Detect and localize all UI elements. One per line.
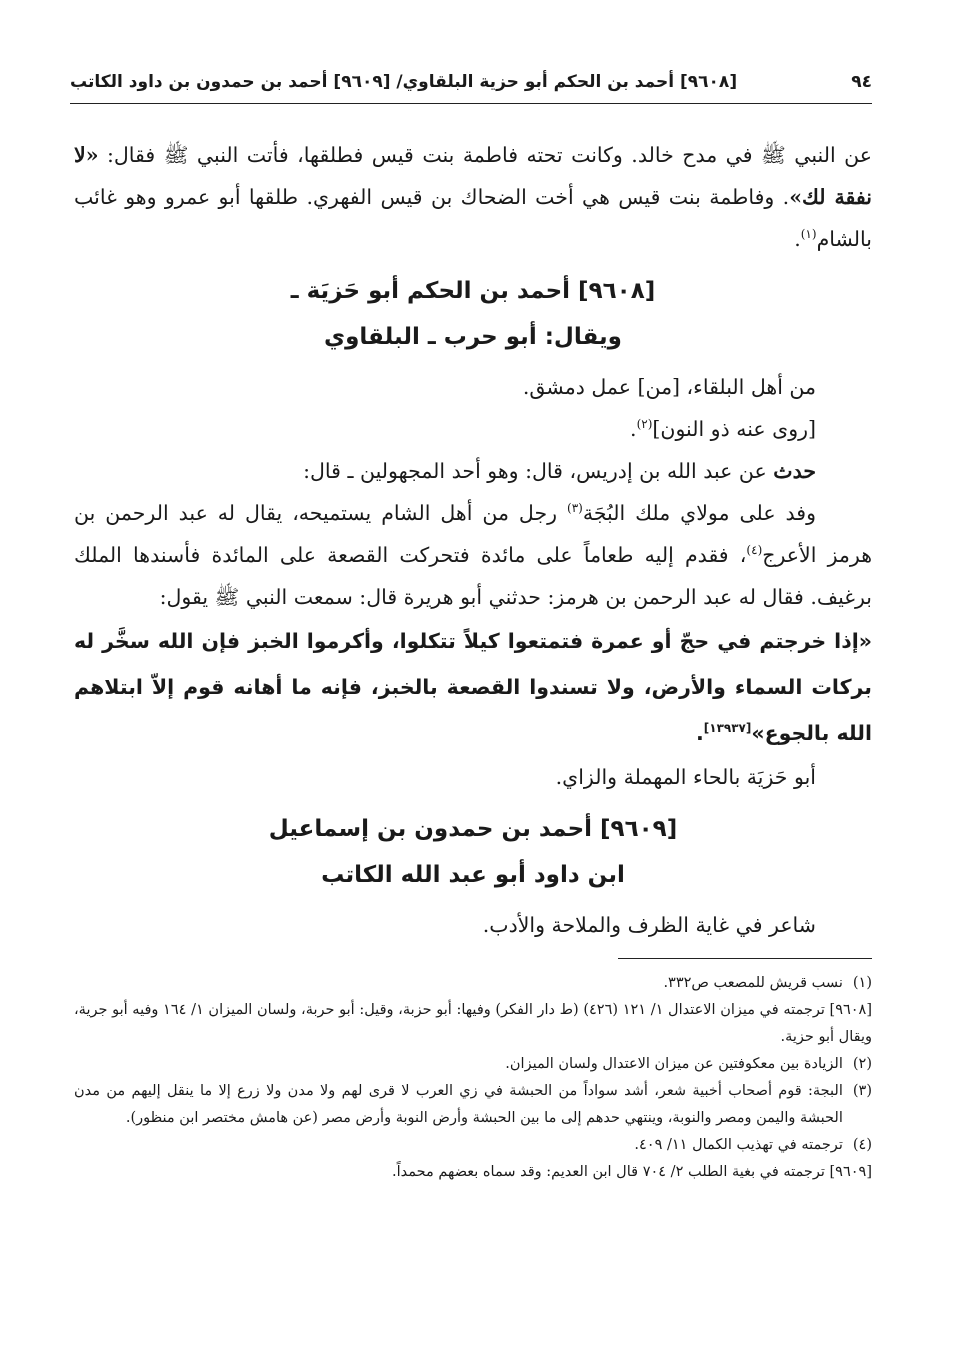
entry-9608-title-line-2: ويقال: أبو حرب ـ البلقاوي [324, 324, 622, 350]
entry-9609-description: شاعر في غاية الظرف والملاحة والأدب. [482, 913, 816, 937]
entry-9609-title [74, 806, 872, 898]
running-title: [٩٦٠٨] أحمد بن الحكم أبو حزية البلقاوي/ [٩٦٠٩] أحمد بن حمدون بن داود الكاتب [70, 72, 738, 92]
footnote-ref-3: (٣) [567, 501, 583, 516]
footnote-2 [74, 1051, 872, 1078]
footnote-2-text: الزيادة بين معكوفتين عن ميزان الاعتدال ولسان الميزان. [505, 1056, 843, 1072]
footnote-ref-4: (٤) [746, 543, 763, 558]
narrated-end: . [630, 417, 637, 441]
intro-line-2: . وفاطمة بنت قيس هي أخت الضحاك بن قيس الفهري. طلقها أبو عمرو وهو [125, 185, 790, 209]
entry-9608-story [74, 492, 872, 618]
footnote-4 [74, 1132, 872, 1159]
isnad-text: عن عبد الله بن إدريس، قال: وهو أحد المجهولين ـ قال: [303, 459, 774, 483]
footnote-4-text: ترجمته في تهذيب الكمال ١١/ ٤٠٩. [634, 1137, 843, 1153]
footnote-1-number: (١) [852, 975, 872, 991]
entry-9609-title-line-1: [٩٦٠٩] أحمد بن حمدون بن إسماعيل [268, 816, 678, 842]
footnote-divider [618, 958, 872, 959]
page-header [70, 66, 872, 98]
intro-line-1: عن النبي ﷺ في مدح خالد. وكانت تحته فاطمة بنت قيس فطلقها، فأتت النبي ﷺ فقال: [107, 143, 872, 167]
footnote-9609: [٩٦٠٩] ترجمته في بغية الطلب ٢/ ٧٠٤ قال ابن العديم: وقد سماه بعضهم محمداً. [392, 1164, 872, 1180]
footnote-9608: [٩٦٠٨] ترجمته في ميزان الاعتدال ١/ ١٢١ (٤٢٦) (ط دار الفكر) وفيها: أبو حزبة، وقيل: أبو حربة، ولسان الميزان ١/ ١٦٤ وفيه أبو جرية، ويقال أبو حزية. [74, 1002, 873, 1045]
footnote-4-number: (٤) [852, 1137, 872, 1153]
footnote-3 [74, 1078, 872, 1132]
hadith-text: «إذا خرجتم في حجّ أو عمرة فتمتعوا كيلاً تتكلوا، وأكرموا الخبز فإن الله سخَّر له بركات السماء والأرض، ولا تسندوا القصعة بالخبز، فإنه ما أهانه قوم إلاّ ابتلاهم الله بالجوع» [74, 629, 872, 745]
story-part-3: ، فقدم إليه طعاماً على مائدة فتحركت القصعة على المائدة فأسندها الملك برغيف. فقال له عبد الرحمن بن هرمز: حدثني أبو هريرة قال: سمعت النبي ﷺ يقول: [74, 543, 872, 609]
story-part-2: رجل من أهل الشام يستميحه، يقال له عبد الرحمن بن هرمز الأعرج [74, 501, 873, 567]
footnote-1-text: نسب قريش للمصعب ص٣٣٢. [663, 975, 843, 991]
hadith-reference: [١٣٩٣٧] [703, 721, 752, 736]
footnotes-section [74, 970, 872, 1186]
footnote-3-number: (٣) [852, 1083, 872, 1099]
page-number: ٩٤ [851, 72, 872, 92]
footnote-ref-1: (١) [800, 227, 817, 242]
story-part-1: وفد على مولاي ملك البُجَة [582, 501, 816, 525]
entry-9609-title-line-2: ابن داود أبو عبد الله الكاتب [321, 862, 625, 888]
entry-9608-origin: من أهل البلقاء، [من] عمل دمشق. [522, 375, 816, 399]
main-text [74, 134, 872, 946]
footnote-ref-2: (٢) [636, 417, 653, 432]
header-divider [70, 103, 872, 104]
entry-9608-spelling: أبو حَزيَة بالحاء المهملة والزاي. [555, 765, 816, 789]
isnad-label: حدث [773, 459, 816, 483]
footnote-1 [74, 970, 872, 997]
intro-paragraph [74, 134, 872, 260]
intro-line-3: غائب بالشام [74, 185, 872, 251]
narrated-text: [روى عنه ذو النون] [652, 417, 816, 441]
footnote-3-text: البجة: قوم أصحاب أخبية شعر، أشد سواداً من الحبشة في زي العرب لا قرى لهم ولا مدن ولا زرع إلا ما ينقل إليهم من مدن الحبشة واليمن ومصر والنوبة، وينتهي حدهم إلى ما بين الحبشة وأرض النوبة وأرض مصر (عن هامش مختصر ابن منظور). [74, 1083, 843, 1126]
hadith-end: . [695, 721, 704, 745]
intro-line-3-end: . [794, 227, 801, 251]
entry-9608-narrated [74, 408, 872, 450]
intro-quote: «لا نفقة لك» [74, 143, 872, 209]
entry-9608-title-line-1: [٩٦٠٨] أحمد بن الحكم أبو حَزيَة ـ [290, 278, 656, 304]
footnote-2-number: (٢) [852, 1056, 872, 1072]
entry-9608-title [74, 268, 872, 360]
entry-9608-isnad [74, 450, 872, 492]
hadith-quote [74, 618, 872, 756]
